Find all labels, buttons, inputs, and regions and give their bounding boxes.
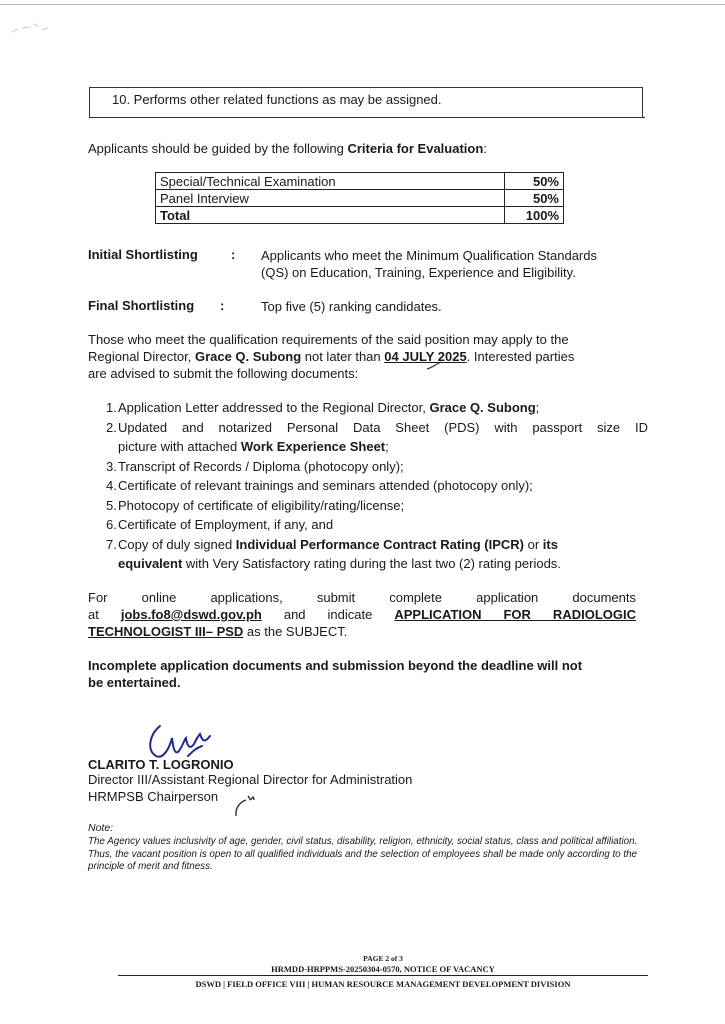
apply-line3: are advised to submit the following documents:	[88, 366, 359, 381]
list-item	[88, 418, 648, 457]
online-line3	[88, 623, 636, 640]
signatory-role: HRMPSB Chairperson	[88, 789, 219, 804]
final-shortlisting-colon: :	[220, 298, 225, 313]
list-number: 7.	[106, 536, 117, 552]
list-text: with Very Satisfactory rating during the last two (2) rating periods.	[182, 556, 561, 571]
signatory-title: Director III/Assistant Regional Director for Administration	[88, 772, 413, 787]
subject-text: TECHNOLOGIST III– PSD	[88, 624, 244, 639]
initial-shortlisting-colon: :	[231, 247, 236, 262]
online-text: at	[88, 607, 121, 622]
criteria-value: 50%	[505, 173, 564, 190]
office-line: DSWD | FIELD OFFICE VIII | HUMAN RESOURCE MANAGEMENT DEVELOPMENT DIVISION	[195, 979, 571, 989]
list-text: Certificate of Employment, if any, and	[118, 517, 334, 532]
list-bold: Grace Q. Subong	[429, 400, 536, 415]
handwritten-tick	[425, 360, 445, 372]
table-row	[156, 173, 564, 190]
apply-line2	[88, 348, 638, 365]
criteria-total-value: 100%	[505, 207, 564, 224]
duties-table-last-row	[89, 87, 643, 118]
documents-list	[88, 398, 648, 574]
list-text: Application Letter addressed to the Regional Director,	[118, 400, 430, 415]
list-bold: Individual Performance Contract Rating (IPCR)	[235, 536, 524, 552]
deadline-date: 04 JULY 2025	[384, 349, 467, 364]
final-shortlisting-text: Top five (5) ranking candidates.	[261, 299, 442, 314]
list-text: picture with attached	[118, 439, 241, 454]
table-row	[156, 207, 564, 224]
list-number: 6.	[106, 517, 117, 532]
list-item	[88, 496, 648, 516]
list-item	[88, 515, 648, 535]
list-bold: equivalent	[118, 556, 183, 571]
list-text: Transcript of Records / Diploma (photocopy only);	[118, 458, 404, 474]
criteria-intro	[88, 140, 487, 157]
signatory-name: CLARITO T. LOGRONIO	[88, 757, 234, 772]
list-text: ;	[535, 400, 540, 415]
email-link[interactable]: jobs.fo8@dswd.gov.ph	[120, 607, 262, 622]
list-text: ;	[385, 439, 389, 454]
director-name: Grace Q. Subong	[194, 349, 302, 364]
online-line2	[88, 606, 636, 623]
apply-line1: Those who meet the qualification requirements of the said position may apply to the	[88, 332, 569, 347]
list-item	[88, 535, 648, 574]
list-number: 3.	[106, 458, 117, 474]
final-shortlisting-label: Final Shortlisting	[88, 298, 195, 313]
list-number: 4.	[106, 478, 117, 493]
note-text: The Agency values inclusivity of age, gender, civil status, disability, religion, ethnicity, social status, class and political affiliation. Thus, the vacant position is open to all qualified individuals and the selection of employees shall be made only according to the principle of merit and fitness.	[88, 836, 638, 872]
list-item	[88, 457, 648, 477]
scan-speck	[8, 18, 56, 40]
table-row	[156, 190, 564, 207]
apply-text: Regional Director,	[88, 349, 195, 364]
criteria-intro-bold: Criteria for Evaluation	[347, 141, 484, 156]
deadline-warning	[88, 657, 648, 691]
note-label: Note:	[88, 822, 114, 834]
list-text: Updated and notarized Personal Data Sheet (PDS) with passport size ID	[118, 419, 648, 435]
list-number: 2.	[106, 419, 117, 435]
list-number: 1.	[106, 400, 117, 415]
initial-shortlisting-line1: Applicants who meet the Minimum Qualification Standards	[261, 248, 597, 263]
initial-shortlisting-label: Initial Shortlisting	[88, 247, 198, 262]
top-border-line	[0, 4, 725, 5]
warning-line2: be entertained.	[88, 675, 181, 690]
criteria-label: Special/Technical Examination	[156, 173, 505, 190]
criteria-label: Panel Interview	[156, 190, 505, 207]
online-paragraph	[88, 589, 636, 640]
criteria-table	[155, 172, 564, 224]
online-line1: For online applications, submit complete application documents	[88, 590, 636, 605]
footer-divider	[118, 975, 648, 976]
list-bold: its	[542, 536, 558, 552]
list-item	[88, 398, 648, 418]
online-text: as the SUBJECT.	[243, 624, 348, 639]
list-bold: Work Experience Sheet	[240, 439, 386, 454]
list-text: Copy of duly signed	[118, 536, 236, 552]
document-code: HRMDD-HRPPMS-20250304-0570, NOTICE OF VACANCY	[271, 964, 495, 974]
criteria-total-label: Total	[156, 207, 505, 224]
apply-text: . Interested parties	[466, 349, 575, 364]
warning-line1: Incomplete application documents and submission beyond the deadline will not	[88, 658, 583, 673]
apply-paragraph	[88, 331, 638, 382]
online-text: and indicate	[261, 607, 395, 622]
page-number: PAGE 2 of 3	[363, 954, 403, 963]
list-number: 5.	[106, 497, 117, 513]
criteria-intro-text: Applicants should be guided by the following	[88, 141, 348, 156]
list-text: or	[524, 536, 543, 552]
duty-item-10: 10. Performs other related functions as may be assigned.	[112, 92, 442, 107]
initial-shortlisting-line2: (QS) on Education, Training, Experience and Eligibility.	[261, 265, 576, 280]
subject-text: APPLICATION FOR RADIOLOGIC	[394, 607, 636, 622]
list-text: Certificate of relevant trainings and seminars attended (photocopy only);	[118, 478, 533, 493]
initial-mark	[232, 790, 258, 820]
criteria-intro-colon: :	[483, 141, 487, 156]
criteria-value: 50%	[505, 190, 564, 207]
apply-text: not later than	[301, 349, 385, 364]
list-item	[88, 476, 648, 496]
list-text: Photocopy of certificate of eligibility/rating/license;	[118, 497, 405, 513]
